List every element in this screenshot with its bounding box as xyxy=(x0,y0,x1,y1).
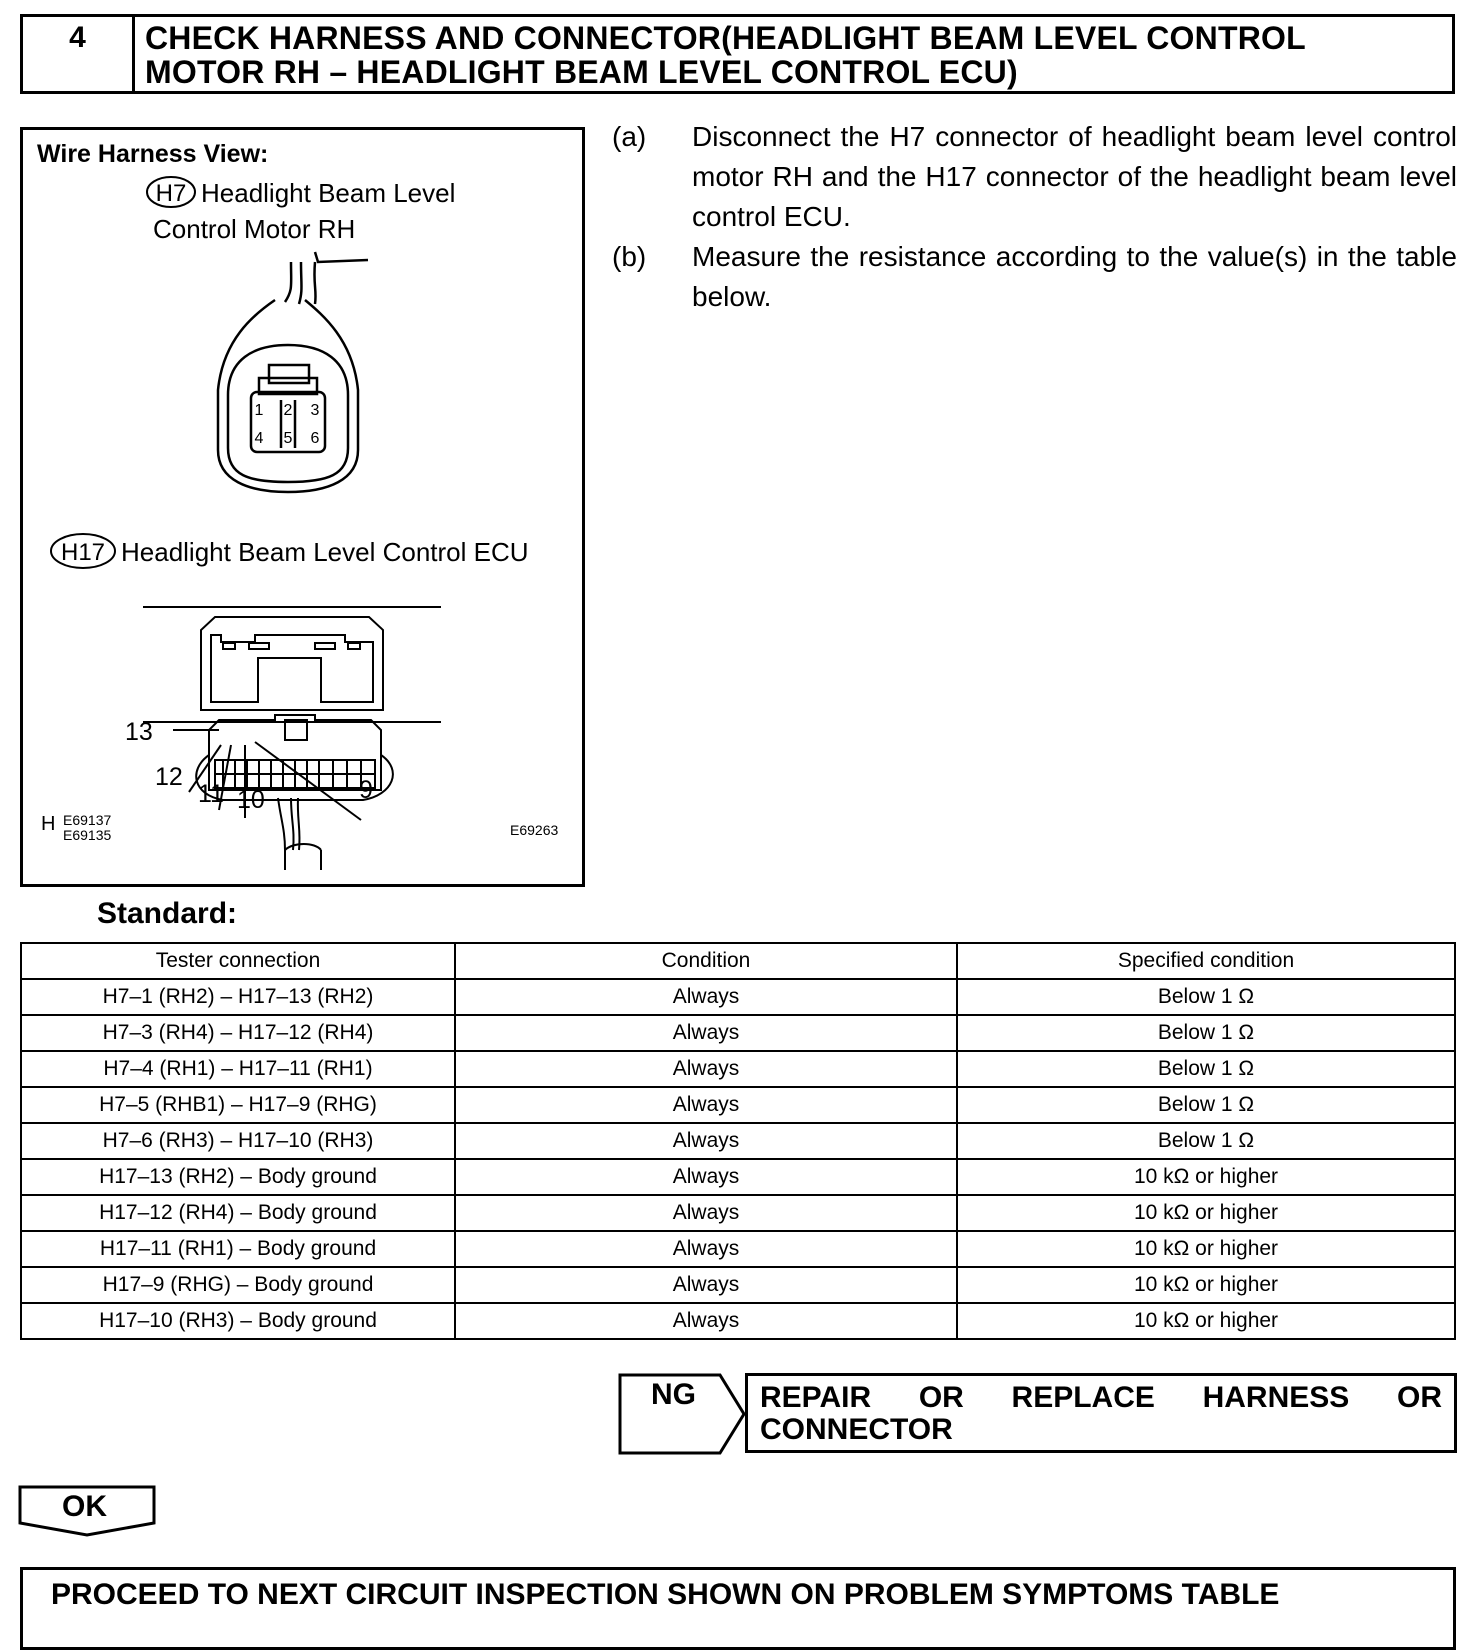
cell: Always xyxy=(455,1267,957,1303)
cell: Always xyxy=(455,1051,957,1087)
table-row xyxy=(21,1303,1455,1339)
svg-text:2: 2 xyxy=(283,402,293,419)
h17-tag: H17 xyxy=(60,539,106,566)
svg-text:12: 12 xyxy=(155,763,183,791)
svg-text:11: 11 xyxy=(198,780,224,808)
figure-heading: Wire Harness View: xyxy=(37,140,269,168)
proceed-box: PROCEED TO NEXT CIRCUIT INSPECTION SHOWN ON PROBLEM SYMPTOMS TABLE xyxy=(20,1567,1456,1650)
cell: Always xyxy=(455,1123,957,1159)
table-row xyxy=(21,1051,1455,1087)
h7-tag: H7 xyxy=(155,180,187,207)
step-number: 4 xyxy=(23,17,135,91)
table-row xyxy=(21,1267,1455,1303)
standard-label: Standard: xyxy=(97,897,238,930)
ng-word: OR xyxy=(918,1381,964,1414)
cell: H7–5 (RHB1) – H17–9 (RHG) xyxy=(21,1087,455,1123)
ng-word: HARNESS xyxy=(1202,1381,1350,1414)
instruction-b xyxy=(612,237,1457,317)
cell: Below 1 Ω xyxy=(957,1051,1455,1087)
wire-harness-figure xyxy=(20,127,585,887)
cell: Below 1 Ω xyxy=(957,1015,1455,1051)
ref-left-2: E69135 xyxy=(63,827,112,843)
table-row xyxy=(21,1159,1455,1195)
svg-text:5: 5 xyxy=(283,430,293,447)
cell: Always xyxy=(455,1015,957,1051)
table-header-row xyxy=(21,943,1455,979)
svg-text:1: 1 xyxy=(254,402,264,419)
cell: Always xyxy=(455,1303,957,1339)
header-condition: Condition xyxy=(455,943,957,979)
table-row xyxy=(21,1015,1455,1051)
table-row xyxy=(21,1123,1455,1159)
svg-text:3: 3 xyxy=(310,402,320,419)
cell: 10 kΩ or higher xyxy=(957,1195,1455,1231)
ng-word: REPLACE xyxy=(1011,1381,1155,1414)
cell: Below 1 Ω xyxy=(957,979,1455,1015)
table-row xyxy=(21,1087,1455,1123)
table-row xyxy=(21,1231,1455,1267)
header-specified-condition: Specified condition xyxy=(957,943,1455,979)
step-header xyxy=(20,14,1455,94)
cell: Always xyxy=(455,1231,957,1267)
ng-action-line2: CONNECTOR xyxy=(760,1413,953,1446)
table-row xyxy=(21,979,1455,1015)
cell: H17–12 (RH4) – Body ground xyxy=(21,1195,455,1231)
ng-label: NG xyxy=(651,1378,696,1411)
cell: Below 1 Ω xyxy=(957,1123,1455,1159)
cell: H7–6 (RH3) – H17–10 (RH3) xyxy=(21,1123,455,1159)
corner-letter: H xyxy=(41,813,56,835)
svg-text:9: 9 xyxy=(359,776,373,804)
ref-right: E69263 xyxy=(510,822,559,838)
step-title: CHECK HARNESS AND CONNECTOR(HEADLIGHT BEAM LEVEL CONTROL MOTOR RH – HEADLIGHT BEAM LEVEL CONTROL ECU) xyxy=(145,20,1306,90)
cell: H7–4 (RH1) – H17–11 (RH1) xyxy=(21,1051,455,1087)
h7-connector-drawing xyxy=(218,252,368,492)
cell: 10 kΩ or higher xyxy=(957,1303,1455,1339)
svg-text:6: 6 xyxy=(310,430,320,447)
cell: H7–1 (RH2) – H17–13 (RH2) xyxy=(21,979,455,1015)
h17-connector-drawing xyxy=(143,607,441,870)
h7-name-line1: Headlight Beam Level xyxy=(201,178,456,208)
ref-left-1: E69137 xyxy=(63,812,112,828)
svg-text:13: 13 xyxy=(125,718,153,746)
h17-name: Headlight Beam Level Control ECU xyxy=(121,537,529,567)
standard-table xyxy=(20,942,1456,1340)
instruction-label: (b) xyxy=(612,241,647,272)
cell: H17–9 (RHG) – Body ground xyxy=(21,1267,455,1303)
instruction-text: Disconnect the H7 connector of headlight beam level control motor RH and the H17 connector of the headlight beam level control ECU. xyxy=(692,121,1457,232)
cell: H17–11 (RH1) – Body ground xyxy=(21,1231,455,1267)
h7-pin-labels xyxy=(255,402,320,447)
cell: Always xyxy=(455,1195,957,1231)
cell: H17–10 (RH3) – Body ground xyxy=(21,1303,455,1339)
cell: Always xyxy=(455,979,957,1015)
instruction-a xyxy=(612,117,1457,237)
ok-label: OK xyxy=(62,1490,107,1523)
instructions xyxy=(612,117,1457,317)
ng-word: OR xyxy=(1397,1381,1442,1414)
h7-name-line2: Control Motor RH xyxy=(153,214,356,244)
ng-action-line1 xyxy=(760,1382,1442,1414)
svg-text:4: 4 xyxy=(254,430,264,447)
cell: H7–3 (RH4) – H17–12 (RH4) xyxy=(21,1015,455,1051)
cell: Below 1 Ω xyxy=(957,1087,1455,1123)
cell: Always xyxy=(455,1087,957,1123)
connector-diagram xyxy=(23,130,588,890)
ng-action-box xyxy=(745,1373,1457,1453)
instruction-label: (a) xyxy=(612,121,647,152)
header-tester-connection: Tester connection xyxy=(21,943,455,979)
instruction-text: Measure the resistance according to the value(s) in the table below. xyxy=(692,241,1457,312)
cell: 10 kΩ or higher xyxy=(957,1231,1455,1267)
cell: 10 kΩ or higher xyxy=(957,1159,1455,1195)
cell: 10 kΩ or higher xyxy=(957,1267,1455,1303)
table-row xyxy=(21,1195,1455,1231)
svg-text:10: 10 xyxy=(237,786,265,814)
ng-word: REPAIR xyxy=(760,1381,872,1414)
cell: H17–13 (RH2) – Body ground xyxy=(21,1159,455,1195)
cell: Always xyxy=(455,1159,957,1195)
